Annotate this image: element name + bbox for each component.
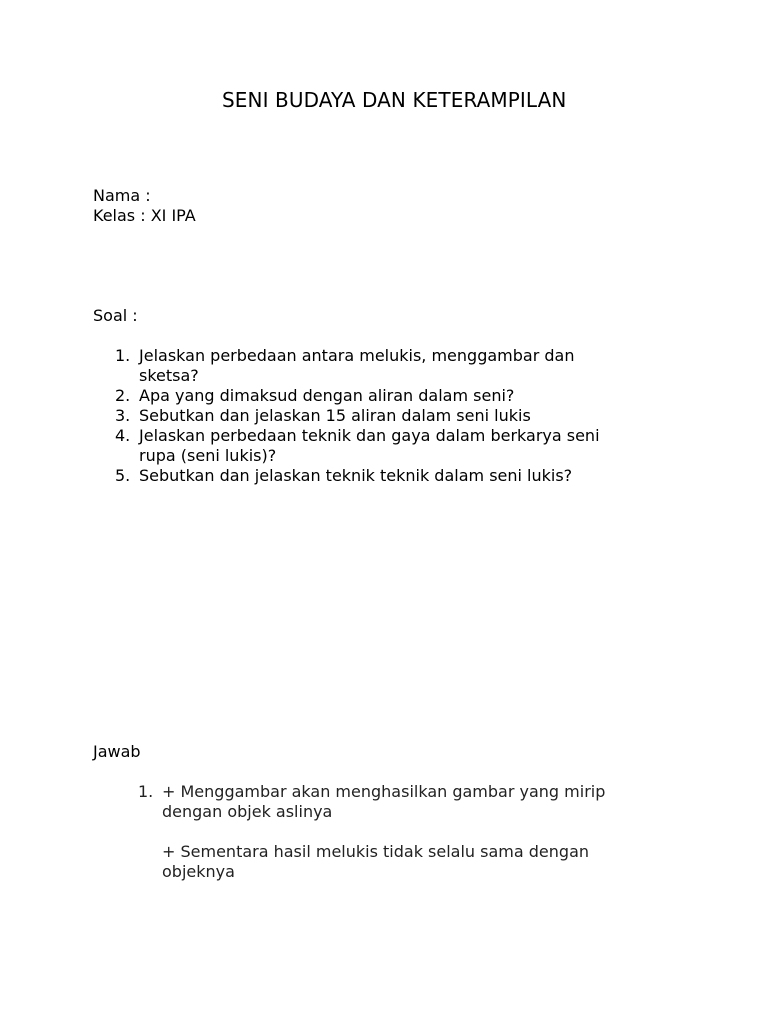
soal-heading: Soal : [93, 306, 138, 325]
answer-paragraph [162, 842, 693, 882]
question-item [93, 466, 693, 486]
question-item [93, 406, 693, 426]
question-item [93, 346, 693, 386]
answer-item [93, 782, 693, 882]
nama-field: Nama : [93, 186, 151, 205]
question-line: rupa (seni lukis)? [139, 446, 277, 465]
answer-list [93, 782, 693, 882]
question-item [93, 386, 693, 406]
answer-number: 1. [138, 782, 154, 801]
question-line: Sebutkan dan jelaskan teknik teknik dalam seni lukis? [139, 466, 573, 485]
question-line: sketsa? [139, 366, 199, 385]
answer-line: + Sementara hasil melukis tidak selalu sama dengan [162, 842, 590, 861]
question-line: Jelaskan perbedaan teknik dan gaya dalam berkarya seni [139, 426, 600, 445]
answer-line: dengan objek aslinya [162, 802, 333, 821]
answer-paragraph [162, 782, 693, 822]
kelas-field: Kelas : XI IPA [93, 206, 196, 225]
question-number: 1. [115, 346, 131, 365]
question-line: Jelaskan perbedaan antara melukis, menggambar dan [139, 346, 575, 365]
answer-line: + Menggambar akan menghasilkan gambar yang mirip [162, 782, 606, 801]
question-item [93, 426, 693, 466]
question-number: 4. [115, 426, 131, 445]
question-number: 2. [115, 386, 131, 405]
question-line: Sebutkan dan jelaskan 15 aliran dalam seni lukis [139, 406, 531, 425]
jawab-heading: Jawab [93, 742, 141, 761]
question-list [93, 346, 693, 486]
question-number: 3. [115, 406, 131, 425]
question-number: 5. [115, 466, 131, 485]
student-info [93, 186, 196, 226]
question-line: Apa yang dimaksud dengan aliran dalam seni? [139, 386, 515, 405]
page-title: SENI BUDAYA DAN KETERAMPILAN [222, 88, 567, 112]
answer-line: objeknya [162, 862, 235, 881]
